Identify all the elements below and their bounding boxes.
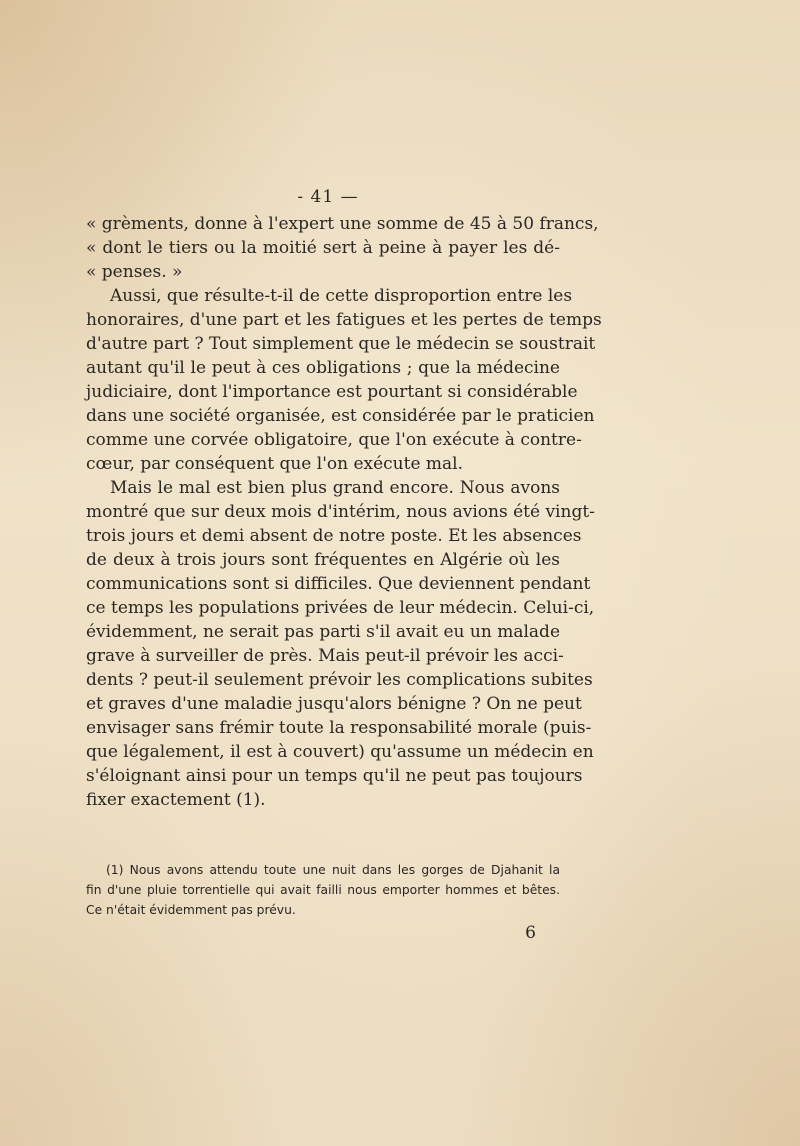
body-line: envisager sans frémir toute la responsabilité morale (puis-	[86, 718, 592, 738]
body-line: communications sont si difficiles. Que deviennent pendant	[86, 574, 591, 594]
footnote-line: Ce n'était évidemment pas prévu.	[86, 903, 296, 917]
body-line: et graves d'une maladie jusqu'alors bénigne ? On ne peut	[86, 694, 582, 714]
body-line: s'éloignant ainsi pour un temps qu'il ne peut pas toujours	[86, 766, 583, 786]
body-line: trois jours et demi absent de notre poste. Et les absences	[86, 526, 582, 546]
body-text	[86, 212, 602, 812]
body-line: dans une société organisée, est considérée par le praticien	[86, 406, 595, 426]
body-line: Aussi, que résulte-t-il de cette disproportion entre les	[110, 286, 573, 306]
body-line: évidemment, ne serait pas parti s'il avait eu un malade	[86, 622, 560, 642]
body-line: que légalement, il est à couvert) qu'assume un médecin en	[86, 742, 594, 762]
body-line: autant qu'il le peut à ces obligations ; que la médecine	[86, 358, 560, 378]
body-line: honoraires, d'une part et les fatigues et les pertes de temps	[86, 310, 602, 330]
body-line: d'autre part ? Tout simplement que le médecin se soustrait	[86, 334, 596, 354]
page-number: - 41 —	[297, 187, 359, 207]
body-line: « dont le tiers ou la moitié sert à peine à payer les dé-	[86, 238, 560, 258]
body-line: cœur, par conséquent que l'on exécute mal.	[86, 454, 464, 474]
body-line: ce temps les populations privées de leur médecin. Celui-ci,	[86, 598, 595, 618]
body-line: fixer exactement (1).	[86, 790, 266, 810]
body-line: comme une corvée obligatoire, que l'on exécute à contre-	[86, 430, 582, 450]
body-line: grave à surveiller de près. Mais peut-il prévoir les acci-	[86, 646, 564, 666]
body-line: dents ? peut-il seulement prévoir les complications subites	[86, 670, 593, 690]
footnote-line: (1) Nous avons attendu toute une nuit dans les gorges de Djahanit la	[106, 863, 560, 877]
footnote-line: fin d'une pluie torrentielle qui avait failli nous emporter hommes et bêtes.	[86, 883, 560, 897]
body-line: « grèments, donne à l'expert une somme de 45 à 50 francs,	[86, 214, 599, 234]
body-line: judiciaire, dont l'importance est pourtant si considérable	[86, 382, 578, 402]
text-block	[86, 182, 602, 944]
body-line: « penses. »	[86, 262, 183, 282]
signature-mark: 6	[525, 923, 536, 943]
body-line: Mais le mal est bien plus grand encore. Nous avons	[110, 478, 560, 498]
footnote	[86, 860, 560, 920]
body-line: de deux à trois jours sont fréquentes en Algérie où les	[86, 550, 560, 570]
body-line: montré que sur deux mois d'intérim, nous avions été vingt-	[86, 502, 595, 522]
